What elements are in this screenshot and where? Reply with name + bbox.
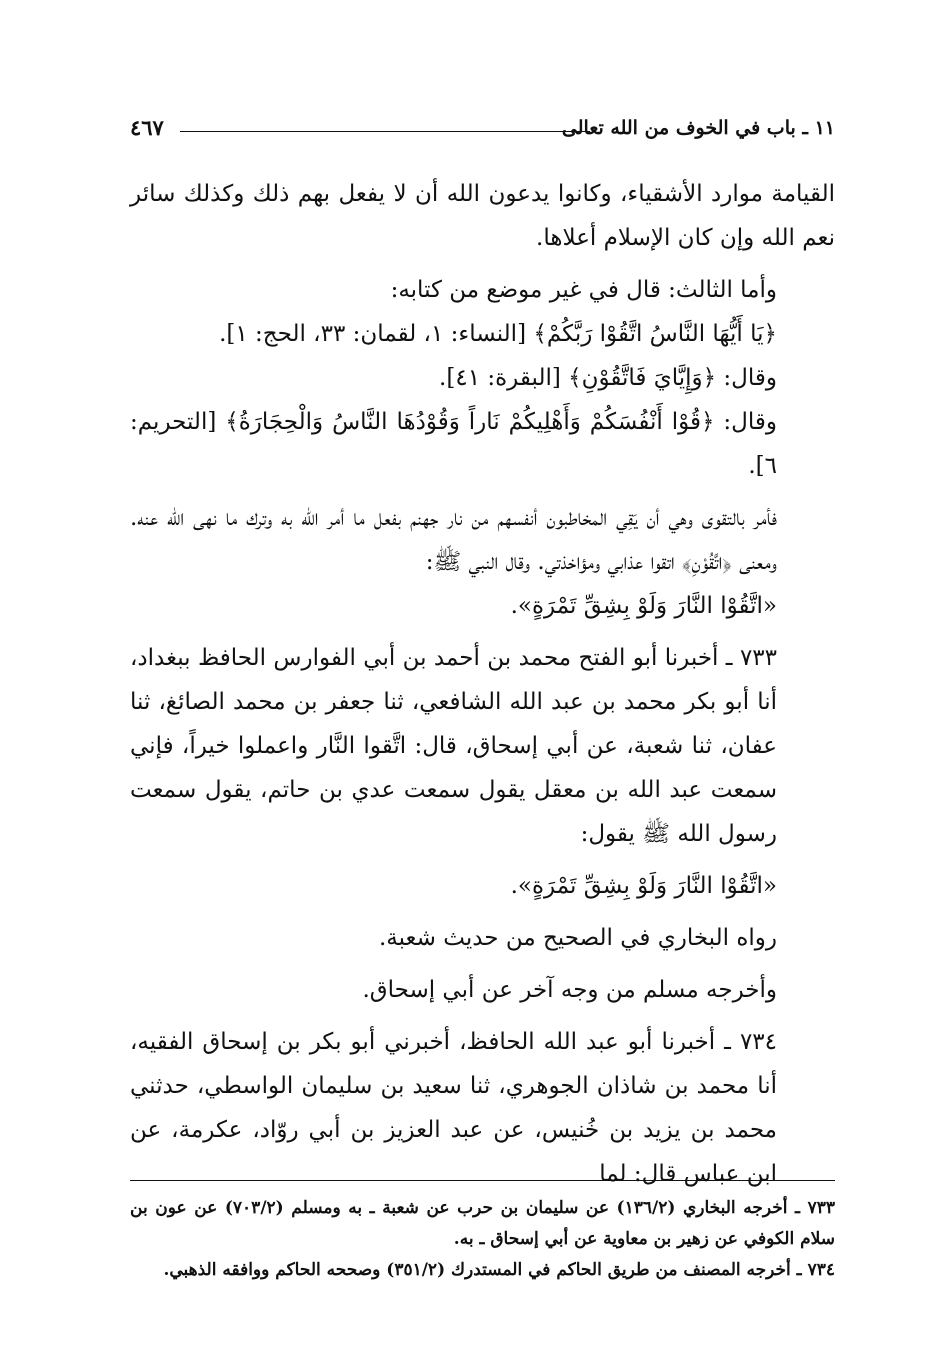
hadith-chain: ٧٣٤ ـ أخبرنا أبو عبد الله الحافظ، أخبرني أبو بكر بن إسحاق الفقيه، أنا محمد بن شاذان الجوهري، ثنا سعيد بن سليمان الواسطي، حدثني محمد بن يزيد بن خُنيس، عن عبد العزيز بن أبي روّاد، عكرمة، عن ابن عباس قال: لما bbox=[130, 1029, 777, 1187]
header-rule bbox=[180, 131, 590, 132]
paragraph: القيامة موارد الأشقياء، وكانوا يدعون الله أن لا يفعل بهم ذلك وكذلك سائر نعم الله وإن كان الإسلام أعلاها. bbox=[130, 181, 835, 251]
paragraph: وأخرجه مسلم من وجه آخر عن أبي إسحاق. bbox=[362, 977, 777, 1003]
footnote: ٧٣٣ ـ أخرجه البخاري (١٣٦/٢) عن سليمان بن حرب عن شعبة ـ به ومسلم (٧٠٣/٢) عن عون بن سلام الكوفي عن زهير بن معاوية عن أبي إسحاق ـ به. bbox=[130, 1198, 835, 1249]
quran-verse: وقال: ﴿وَإِيَّايَ فَاتَّقُوْنِ﴾ [البقرة: ٤١]. bbox=[439, 365, 777, 391]
hadith-text: «اتَّقُوْا النَّارَ وَلَوْ بِشِقِّ تَمْرَةٍ». bbox=[510, 873, 777, 899]
page-number: ٤٦٧ bbox=[130, 115, 164, 140]
main-text bbox=[130, 172, 835, 1196]
quran-verse: وقال: ﴿قُوْا أَنْفُسَكُمْ وَأَهْلِيكُمْ نَاراً وَقُوْدُهَا النَّاسُ وَالْحِجَارَةُ﴾ [التحريم: ٦]. bbox=[130, 409, 777, 479]
hadith-chain: ٧٣٣ ـ أخبرنا أبو الفتح محمد بن أحمد بن أبي الفوارس الحافظ ببغداد، أنا أبو بكر محمد بن عبد الله الشافعي، ثنا جعفر بن محمد الصائغ، ثنا عفان، ثنا شعبة، عن أبي إسحاق، قال: اتَّقوا النَّار واعملوا خيراً، فإني سمعت عبد الله بن معقل يقول سمعت عدي بن حاتم، يقول سمعت رسول الله ﷺ يقول: bbox=[130, 645, 777, 847]
running-header bbox=[130, 117, 835, 147]
paragraph: فأمر بالتقوى وهي أن يَقِي المخاطبون أنفسهم من نار جهنم بفعل ما أمر الله به وترك ما نهى الله عنه. ومعنى ﴿اتَّقُوْنِ﴾ اتقوا عذابي ومؤاخذتي. وقال النبي ﷺ: bbox=[130, 505, 777, 575]
footnotes bbox=[130, 1180, 835, 1286]
hadith-text: «اتَّقُوْا النَّارَ وَلَوْ بِشِقِّ تَمْرَةٍ». bbox=[510, 593, 777, 619]
quran-verse: ﴿يَا أَيُّهَا النَّاسُ اتَّقُوْا رَبَّكُمْ﴾ [النساء: ١، لقمان: ٣٣، الحج: ١]. bbox=[219, 321, 777, 347]
paragraph: وأما الثالث: قال في غير موضع من كتابه: bbox=[390, 277, 777, 303]
chapter-title: ١١ ـ باب في الخوف من الله تعالى bbox=[561, 117, 835, 139]
footnote: ٧٣٤ ـ أخرجه المصنف من طريق الحاكم في المستدرك (٣٥١/٢) وصححه الحاكم ووافقه الذهبي. bbox=[163, 1260, 835, 1280]
paragraph: رواه البخاري في الصحيح من حديث شعبة. bbox=[378, 925, 777, 951]
